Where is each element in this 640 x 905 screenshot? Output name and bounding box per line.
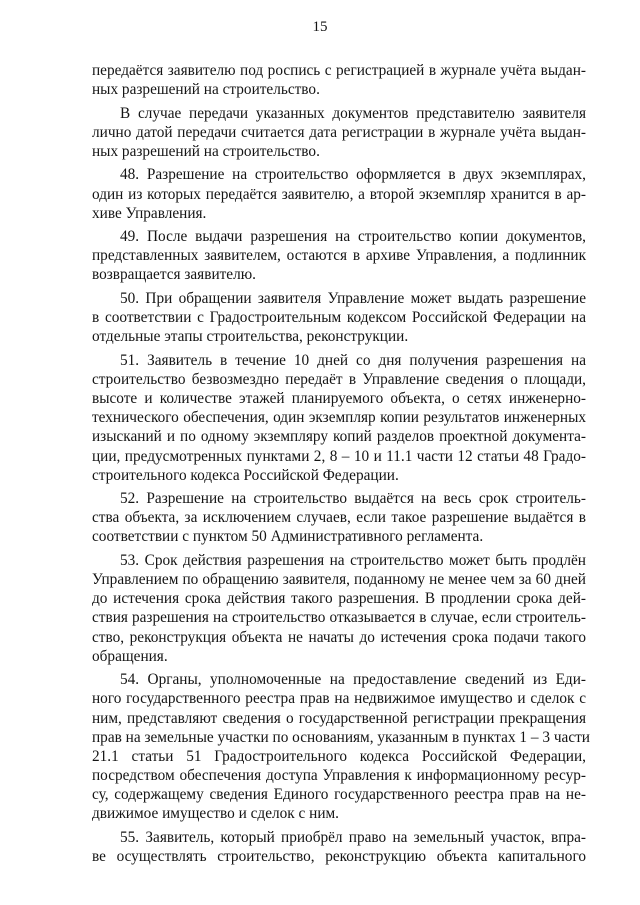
text-line: ним, представляют сведения о государственной регистрации прекращения [92, 709, 586, 727]
paragraph [92, 227, 586, 285]
paragraph [92, 551, 586, 666]
text-line: до истечения срока действия такого разрешения. В продлении срока дей- [92, 590, 586, 608]
paragraph [92, 351, 586, 485]
text-line: 50. При обращении заявителя Управление может выдать разрешение [120, 289, 586, 307]
text-line: 49. После выдачи разрешения на строительство копии документов, [120, 228, 586, 246]
text-line: представленных заявителем, остаются в архиве Управления, а подлинник [92, 247, 586, 265]
text-line: отдельные этапы строительства, реконструкции. [92, 328, 409, 346]
text-line: 52. Разрешение на строительство выдаётся на весь срок строитель- [120, 490, 586, 508]
text-line: хиве Управления. [92, 204, 207, 222]
text-line: ции, предусмотренных пунктами 2, 8 – 10 и 11.1 части 12 статьи 48 Градо- [92, 447, 586, 465]
text-line: изысканий и по одному экземпляру копий разделов проектной документа- [92, 428, 586, 446]
text-line: посредством обеспечения доступа Управления к информационному ресур- [92, 767, 586, 785]
text-line: 55. Заявитель, который приобрёл право на земельный участок, впра- [120, 828, 586, 846]
text-line: технического обеспечения, один экземпляр копии результатов инженерных [92, 409, 586, 427]
text-line: в соответствии с Градостроительным кодексом Российской Федерации на [92, 309, 586, 326]
text-line: лично датой передачи считается дата регистрации в журнале учёта выдан- [92, 123, 586, 141]
text-line: В случае передачи указанных документов представителю заявителя [120, 104, 586, 122]
page-number: 15 [312, 19, 328, 35]
paragraph [92, 489, 586, 547]
text-line: су, содержащему сведения Единого государственного реестра прав на не- [92, 786, 586, 804]
paragraph [92, 289, 586, 347]
text-line: Управлением по обращению заявителя, поданному не менее чем за 60 дней [92, 571, 586, 588]
paragraph [92, 61, 586, 99]
text-line: строительство безвозмездно передаёт в Управление сведения о площади, [92, 370, 586, 388]
text-line: высоте и количестве этажей планируемого объекта, о сетях инженерно- [92, 389, 586, 407]
text-line: 51. Заявитель в течение 10 дней со дня получения разрешения на [120, 351, 586, 369]
text-line: ство, реконструкция объекта не начаты до истечения срока подачи такого [92, 628, 586, 646]
text-line: 21.1 статьи 51 Градостроительного кодекса Российской Федерации, [92, 747, 586, 765]
text-line: соответствии с пунктом 50 Административного регламента. [92, 528, 484, 546]
text-line: один из которых передаётся заявителю, а второй экземпляр хранится в ар- [92, 185, 586, 203]
text-line: обращения. [92, 647, 168, 665]
text-line: ве осуществлять строительство, реконструкцию объекта капитального [92, 848, 586, 865]
text-line: строительного кодекса Российской Федерации. [92, 466, 399, 484]
paragraph [92, 104, 586, 162]
text-line: 53. Срок действия разрешения на строительство может быть продлён [120, 551, 586, 569]
text-line: ного государственного реестра прав на недвижимое имущество и сделок с [92, 690, 586, 708]
text-line: 48. Разрешение на строительство оформляется в двух экземплярах, [120, 166, 586, 184]
paragraph [92, 165, 586, 223]
text-line: ства объекта, за исключением случаев, если такое разрешение выдаётся в [92, 509, 586, 527]
document-body [92, 61, 590, 866]
text-line: ствия разрешения на строительство отказывается в случае, если строитель- [92, 609, 586, 627]
paragraph [92, 670, 590, 824]
text-line: ных разрешений на строительство. [92, 81, 320, 99]
text-line: прав на земельные участки по основаниям, указанным в пунктах 1 – 3 части [92, 728, 590, 746]
text-line: возвращается заявителю. [92, 266, 256, 284]
paragraph [92, 828, 586, 866]
text-line: 54. Органы, уполномоченные на предоставление сведений из Еди- [120, 671, 586, 689]
text-line: ных разрешений на строительство. [92, 142, 320, 160]
text-line: передаётся заявителю под роспись с регистрацией в журнале учёта выдан- [92, 62, 586, 79]
text-line: движимое имущество и сделок с ним. [92, 805, 340, 823]
